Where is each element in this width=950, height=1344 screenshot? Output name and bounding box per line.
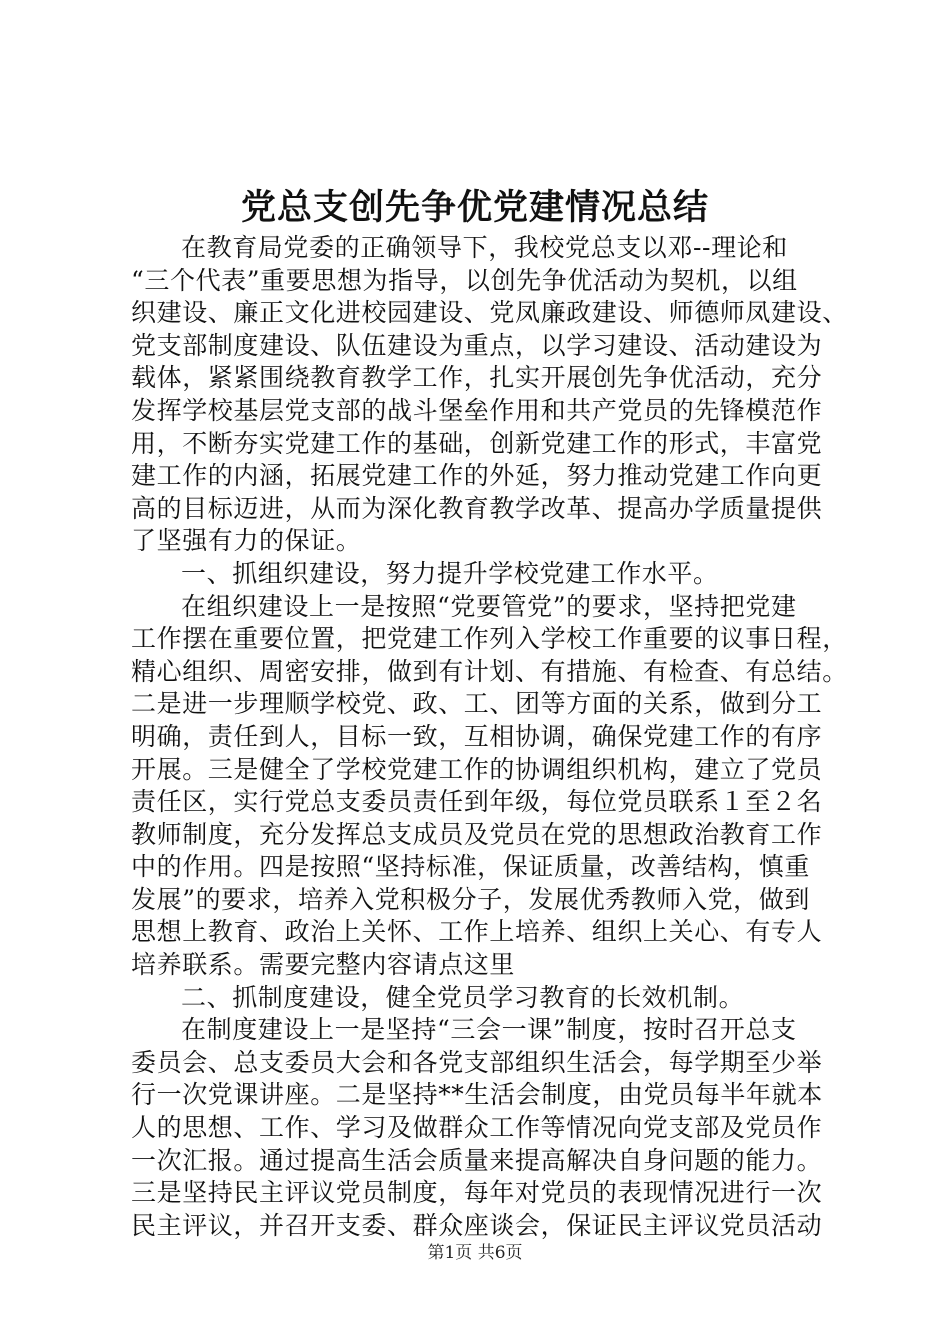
text-line: 在制度建设上一是坚持“三会一课”制度，按时召开总支 <box>181 1015 797 1045</box>
text-line: 二是进一步理顺学校党、政、工、团等方面的关系，做到分工 <box>131 689 823 719</box>
text-line: 工作摆在重要位置，把党建工作列入学校工作重要的议事日程， <box>131 624 848 654</box>
document-body <box>131 232 848 1242</box>
text-line: 用，不断夯实党建工作的基础，创新党建工作的形式，丰富党 <box>131 428 823 458</box>
text-line: 高的目标迈进，从而为深化教育教学改革、提高办学质量提供 <box>131 493 823 523</box>
text-line: 在教育局党委的正确领导下，我校党总支以邓--理论和 <box>181 233 788 262</box>
text-line: 一次汇报。通过提高生活会质量来提高解决自身问题的能力。 <box>131 1145 823 1175</box>
text-line: 委员会、总支委员大会和各党支部组织生活会，每学期至少举 <box>131 1047 823 1077</box>
text-line: 三是坚持民主评议党员制度，每年对党员的表现情况进行一次 <box>131 1178 823 1208</box>
text-line: 一、抓组织建设，努力提升学校党建工作水平。 <box>181 558 719 588</box>
text-line: 明确，责任到人，目标一致，互相协调，确保党建工作的有序 <box>131 721 823 751</box>
text-line: 思想上教育、政治上关怀、工作上培养、组织上关心、有专人 <box>131 917 823 947</box>
text-line: 教师制度，充分发挥总支成员及党员在党的思想政治教育工作 <box>131 819 823 849</box>
text-line: 精心组织、周密安排，做到有计划、有措施、有检查、有总结。 <box>131 656 848 686</box>
text-line: 在组织建设上一是按照“党要管党”的要求，坚持把党建 <box>181 591 797 621</box>
text-line: 民主评议，并召开支委、群众座谈会，保证民主评议党员活动 <box>131 1210 823 1240</box>
text-line: 二、抓制度建设，健全党员学习教育的长效机制。 <box>181 982 745 1012</box>
text-line: 行一次党课讲座。二是坚持**生活会制度，由党员每半年就本 <box>131 1080 823 1110</box>
text-line: 织建设、廉正文化进校园建设、党凤廉政建设、师德师凤建设、 <box>131 298 848 328</box>
document-title: 党总支创先争优党建情况总结 <box>240 188 709 228</box>
text-line: 发挥学校基层党支部的战斗堡垒作用和共产党员的先锋模范作 <box>131 395 823 425</box>
text-line: 党支部制度建设、队伍建设为重点，以学习建设、活动建设为 <box>131 330 823 360</box>
page-footer: 第1页 共6页 <box>427 1243 523 1263</box>
text-line: 载体，紧紧围绕教育教学工作，扎实开展创先争优活动，充分 <box>131 363 823 393</box>
text-line: 了坚强有力的保证。 <box>131 526 362 556</box>
text-line: 开展。三是健全了学校党建工作的协调组织机构，建立了党员 <box>131 754 823 784</box>
text-line: 责任区，实行党总支委员责任到年级，每位党员联系１至２名 <box>131 787 823 817</box>
text-line: 人的思想、工作、学习及做群众工作等情况向党支部及党员作 <box>131 1113 823 1143</box>
text-line: “三个代表”重要思想为指导，以创先争优活动为契机，以组 <box>131 265 798 295</box>
text-line: 发展”的要求，培养入党积极分子，发展优秀教师入党，做到 <box>131 884 810 914</box>
text-line: 中的作用。四是按照“坚持标准，保证质量，改善结构，慎重 <box>131 852 810 882</box>
text-line: 建工作的内涵，拓展党建工作的外延，努力推动党建工作向更 <box>131 461 823 491</box>
text-line: 培养联系。需要完整内容请点这里 <box>131 950 516 980</box>
